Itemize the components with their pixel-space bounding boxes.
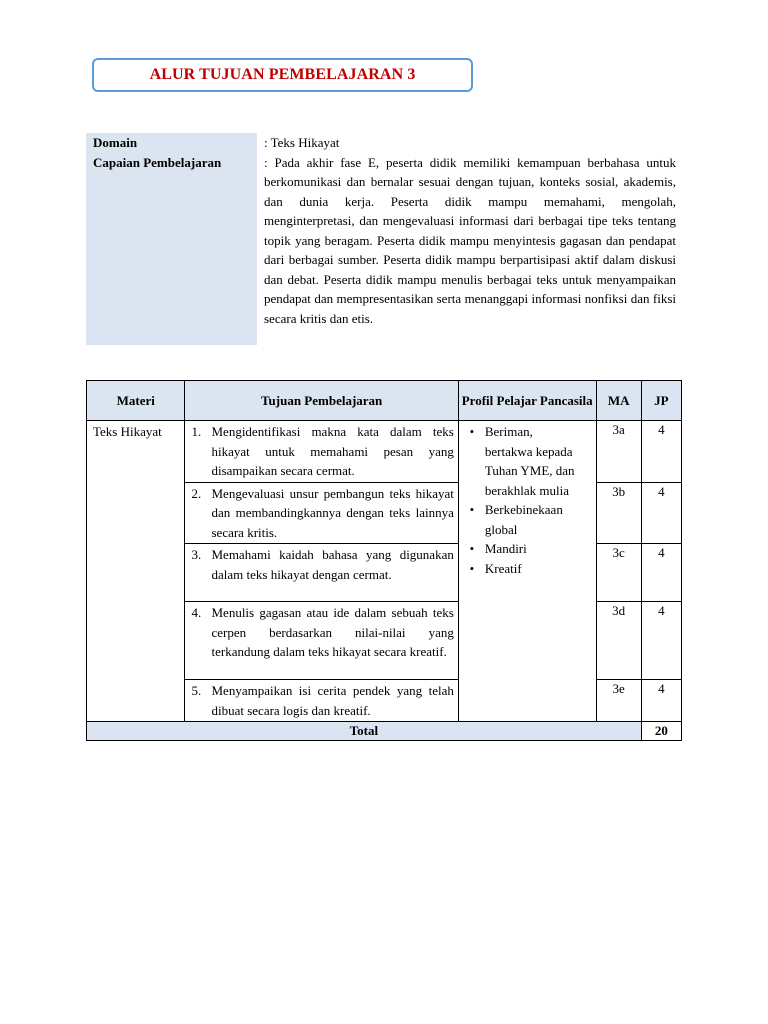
header-materi: Materi <box>87 381 185 421</box>
ma-cell: 3e <box>596 680 641 722</box>
jp-cell: 4 <box>641 602 681 680</box>
header-profil: Profil Pelajar Pancasila <box>458 381 596 421</box>
tujuan-number: 5. <box>191 683 202 698</box>
ma-cell: 3a <box>596 421 641 483</box>
tujuan-text: Mengevaluasi unsur pembangun teks hikayat dan membandingkannya dengan teks lainnya secara kritis. <box>211 485 454 540</box>
domain-row <box>86 133 676 153</box>
tujuan-text: Memahami kaidah bahasa yang digunakan dalam teks hikayat dengan cermat. <box>211 547 454 582</box>
capaian-label: Capaian Pembelajaran <box>93 154 222 170</box>
list-item <box>459 422 594 500</box>
profil-cell <box>458 421 596 722</box>
tujuan-cell <box>185 482 458 544</box>
tujuan-cell <box>185 544 458 602</box>
header-jp: JP <box>641 381 681 421</box>
tujuan-cell <box>185 602 458 680</box>
table-row <box>87 421 682 483</box>
tujuan-text: Menyampaikan isi cerita pendek yang telah dibuat secara logis dan kreatif. <box>211 683 454 718</box>
profil-text: Kreatif <box>484 560 522 576</box>
profil-text: Beriman, bertakwa kepada Tuhan YME, dan berakhlak mulia <box>484 424 575 498</box>
table-header-row <box>87 381 682 421</box>
capaian-value: : Pada akhir fase E, peserta didik memiliki kemampuan berbahasa untuk berkomunikasi dan bernalar sesuai dengan tujuan, konteks sosial, akademis, dan dunia kerja. Peserta didik mampu memahami, mengolah, menginterpretasi, dan mengevaluasi informasi dari berbagai tipe teks tentang topik yang beragam. Peserta didik mampu menyintesis gagasan dan pendapat dari berbagai sumber. Peserta didik mampu berpartisipasi aktif dalam diskusi dan debat. Peserta didik mampu menulis berbagai teks untuk menyampaikan pendapat dan mempresentasikan serta menanggapi informasi nonfiksi dan fiksi secara kritis dan etis. <box>264 154 676 326</box>
tujuan-text: Menulis gagasan atau ide dalam sebuah teks cerpen berdasarkan nilai-nilai yang terkandung dalam teks hikayat secara kreatif. <box>211 605 454 659</box>
domain-value: : Teks Hikayat <box>264 135 340 150</box>
profil-list <box>459 421 596 578</box>
tujuan-number: 1. <box>191 424 202 439</box>
tujuan-number: 4. <box>191 605 202 620</box>
profil-text: Mandiri <box>484 541 527 556</box>
materi-cell: Teks Hikayat <box>87 421 185 722</box>
ma-cell: 3d <box>596 602 641 680</box>
capaian-row <box>86 153 676 329</box>
jp-cell: 4 <box>641 680 681 722</box>
list-item <box>459 500 594 539</box>
jp-cell: 4 <box>641 421 681 483</box>
atp-table <box>86 380 682 741</box>
bullet-icon: • <box>469 541 475 556</box>
list-item <box>459 559 594 579</box>
domain-label: Domain <box>93 135 138 150</box>
total-jp: 20 <box>641 722 681 741</box>
list-item <box>459 539 594 559</box>
tujuan-cell <box>185 421 458 483</box>
info-section <box>86 133 676 328</box>
bullet-icon: • <box>469 502 475 517</box>
header-ma: MA <box>596 381 641 421</box>
tujuan-cell <box>185 680 458 722</box>
profil-text: Berkebinekaan global <box>484 502 563 537</box>
ma-cell: 3c <box>596 544 641 602</box>
total-label: Total <box>87 722 642 741</box>
bullet-icon: • <box>469 424 475 439</box>
bullet-icon: • <box>469 560 475 576</box>
tujuan-number: 3. <box>191 547 202 562</box>
jp-cell: 4 <box>641 482 681 544</box>
tujuan-number: 2. <box>191 485 202 501</box>
page-title: ALUR TUJUAN PEMBELAJARAN 3 <box>92 58 473 92</box>
header-tujuan: Tujuan Pembelajaran <box>185 381 458 421</box>
jp-cell: 4 <box>641 544 681 602</box>
ma-cell: 3b <box>596 482 641 544</box>
total-row <box>87 722 682 741</box>
tujuan-text: Mengidentifikasi makna kata dalam teks hikayat untuk memahami pesan yang disampaikan secara cermat. <box>211 424 454 478</box>
